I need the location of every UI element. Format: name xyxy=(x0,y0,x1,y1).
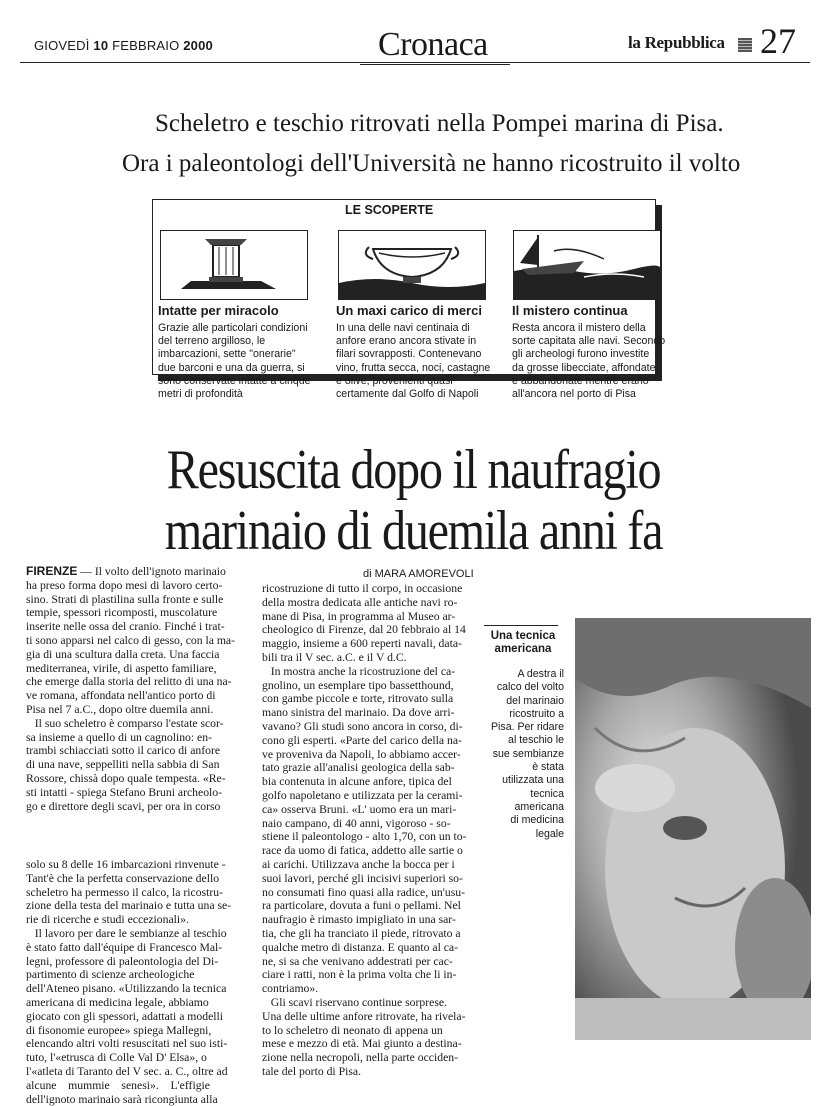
masthead-rule xyxy=(20,62,810,63)
article-column-1 xyxy=(26,565,235,813)
panel-title-mystery: Il mistero continua xyxy=(512,303,628,318)
discoveries-title: LE SCOPERTE xyxy=(345,203,434,217)
panel-text-cargo: In una delle navi centinaia di anfore erano ancora stivate in filari sovrapposti. Contenevano vino, frutta secca, noci, castagne e olive, provenienti quasi certamente dal Golfo di Napoli xyxy=(336,322,491,401)
issue-date: GIOVEDÌ 10 FEBBRAIO 2000 xyxy=(34,38,213,53)
sidebar-rule xyxy=(484,625,558,626)
sinking-ship-icon xyxy=(513,230,661,300)
amphora-bowl-icon xyxy=(338,230,486,300)
sidebar-title: Una tecnica americana xyxy=(490,630,556,655)
headline-line-1: Resuscita dopo il naufragio xyxy=(166,439,661,501)
newspaper-name: la Repubblica xyxy=(628,33,725,52)
panel-title-cargo: Un maxi carico di merci xyxy=(336,303,482,318)
column-icon xyxy=(160,230,308,300)
section-title: Cronaca xyxy=(378,26,488,63)
article-column-3: ricostruzione di tutto il corpo, in occasione della mostra dedicata alle antiche navi ro- mane di Pisa, in programma al Museo ar- cheologico di Firenze, dal 20 febbraio al 14 maggio, insieme a 600 reperti navali, data- bili tra il V sec. a.C. e il V d.C. In mostra anche la ricostruzione del ca- gnolino, un esemplare tipo bassetthound, con gambe piccole e torte, ritrovato sulla mano sinistra del marinaio. Da dove arri- vavano? Gli studi sono ancora in corso, di- cono gli esperti. «Parte del carico della na- ve proveniva da Napoli, lo abbiamo accer- tato grazie all'analisi geologica della sab- bia contenuta in alcune anfore, tipica del golfo napoletano e utilizzata per la cerami- ca» osserva Bruni. «L' uomo era un mari- naio campano, di 40 anni, vigoroso - so- stiene il paleontologo - alto 1,70, con un to- race da uomo di fatica, addetto alle sartie o ai carichi. Utilizzava anche la bocca per i suoi lavori, perché gli incisivi superiori so- no consumati fino quasi alla radice, un'usu- ra particolare, dovuta a funi o pellami. Nel naufragio è rimasto impigliato in una sar- tia, che gli ha tranciato il piede, ritrovato a qualche metro di distanza. E quanto al ca- ne, si sa che venivano addestrati per cac- ciare i ratti, non è la prima volta che li in- contriamo». Gli scavi riservano continue sorprese. Una delle ultime anfore ritrovate, ha rivela- to lo scheletro di neonato di appena un mese e mezzo di età. Mai giunto a destina- zione nella necropoli, nella parte occiden- tale del porto di Pisa. xyxy=(262,582,467,1078)
kicker-line-2: Ora i paleontologi dell'Università ne hanno ricostruito il volto xyxy=(122,150,741,177)
panel-title-intact: Intatte per miracolo xyxy=(158,303,279,318)
byline: di MARA AMOREVOLI xyxy=(363,568,474,580)
article-first-line: — Il volto dell'ignoto marinaio xyxy=(77,565,226,578)
plaster-face-cast-photo xyxy=(575,618,811,1040)
sidebar-caption: A destra il calco del volto del marinaio ricostruito a Pisa. Per ridare al teschio le sue sembianze è stata utilizzata una tecnica americana di medicina legale xyxy=(490,668,564,840)
article-column-2: solo su 8 delle 16 imbarcazioni rinvenute - Tant'è che la perfetta conservazione dello scheletro ha permesso il calco, la ricostru- zione della testa del marinaio e tutta una se- rie di ricerche e studi eccezionali». Il lavoro per dare le sembianze al teschio è stato fatto dall'équipe di Francesco Mal- legni, professore di paleontologia del Di- partimento di scienze archeologiche dell'Ateneo pisano. «Utilizzando la tecnica americana di medicina legale, abbiamo giocato con gli spessori, adattati a modelli di fisonomie europee» spiega Mallegni, elencando altri volti resuscitati nel suo isti- tuto, l'«etrusca di Colle Val D' Elsa», o l'«atleta di Taranto del V sec. a. C., oltre ad alcune mummie senesi». L'effigie dell'ignoto marinaio sarà ricongiunta alla xyxy=(26,858,232,1106)
page-number: 27 xyxy=(760,21,796,61)
panel-text-mystery: Resta ancora il mistero della sorte capitata alle navi. Secondo gli archeologi furono investite da grosse libecciate, affondate e abbandonate mentre erano all'ancora nel porto di Pisa xyxy=(512,322,666,401)
article-column-1-text: ha preso forma dopo mesi di lavoro certo- sino. Strati di plastilina sulla fronte e sulle tempie, spessori ricomposti, muscolature inserite nelle ossa del cranio. Finché i trat- ti sono apparsi nel calco di gesso, con la ma- gia di una scultura dalla creta. Una faccia mediterranea, virile, di aspetto familiare, che emerge dalla storia del relitto di una na- ve romana, affondata nell'antico porto di Pisa nel 7 a.C., dopo oltre duemila anni. Il suo scheletro è comparso l'estate scor- sa insieme a quello di un cagnolino: en- trambi schiacciati sotto il carico di anfore di una nave, seppelliti nella sabbia di San Rossore, chissà dopo quale tempesta. «Re- sti intatti - spiega Stefano Bruni archeolo- go e direttore degli scavi, per ora in corso xyxy=(26,578,236,813)
section-underline xyxy=(360,64,510,65)
square-ornament-icon xyxy=(738,38,752,52)
kicker-line-1: Scheletro e teschio ritrovati nella Pompei marina di Pisa. xyxy=(155,110,724,137)
dateline: FIRENZE xyxy=(26,564,78,578)
panel-text-intact: Grazie alle particolari condizioni del terreno argilloso, le imbarcazioni, sette "onerarie" due barconi e una da guerra, si sono conservate intatte a cinque metri di profondità xyxy=(158,322,311,401)
headline-line-2: marinaio di duemila anni fa xyxy=(164,500,663,562)
